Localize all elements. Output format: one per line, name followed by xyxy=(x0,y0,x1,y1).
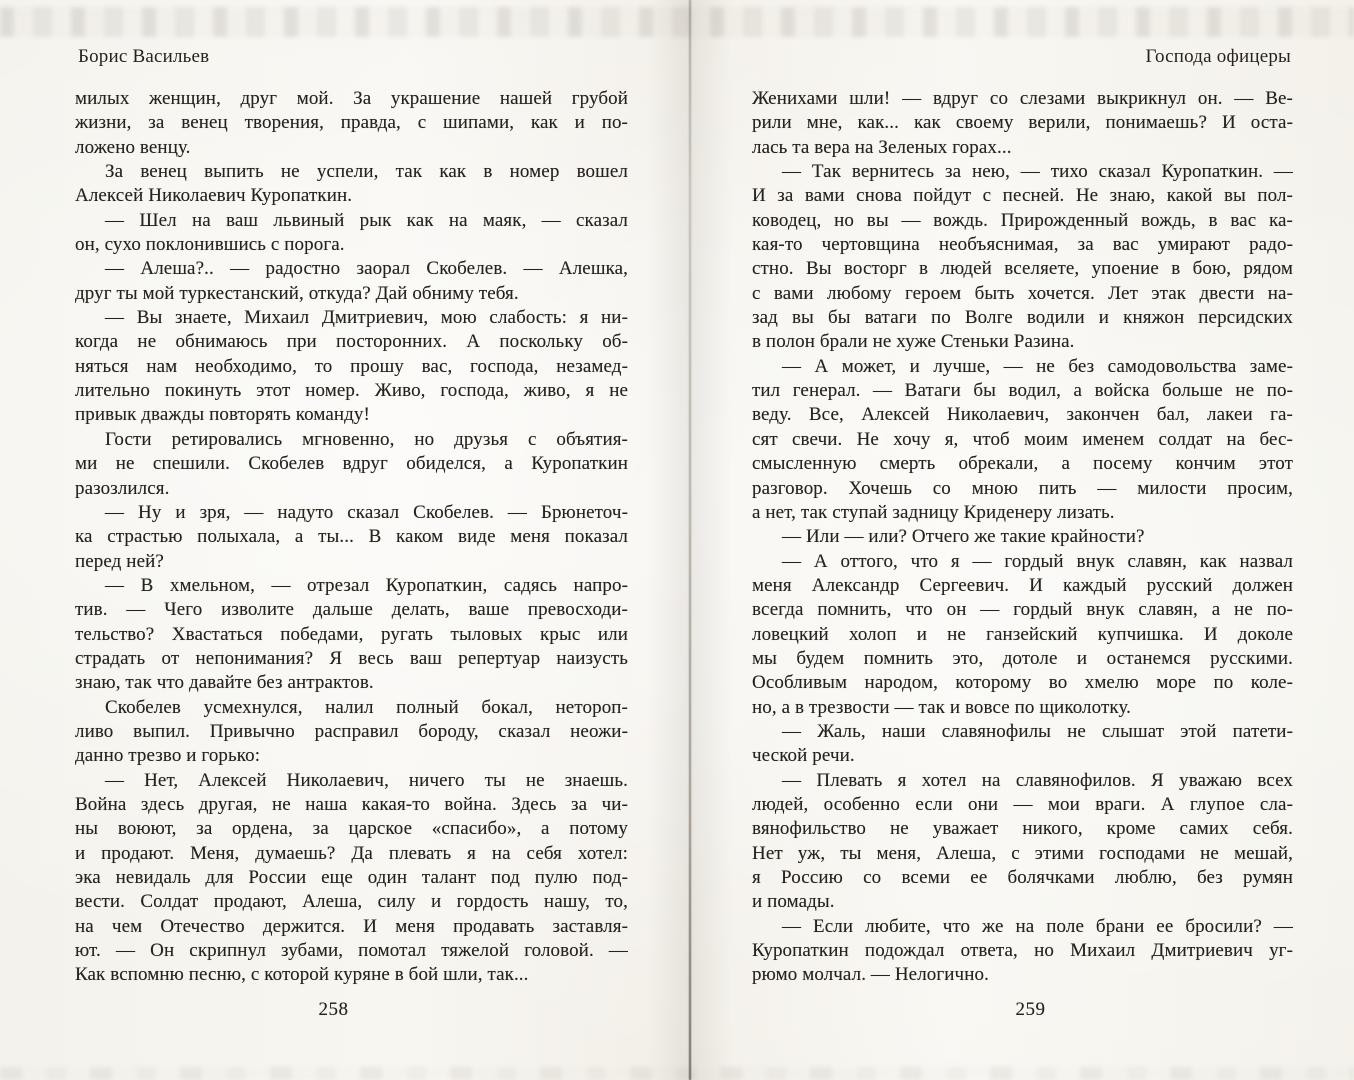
text-line: милых женщин, друг мой. За украшение нашей грубой xyxy=(75,88,628,109)
text-line: Гости ретировались мгновенно, но друзья с объятия- xyxy=(105,428,628,450)
text-line: Особливым народом, которому во хмелю море по коле- xyxy=(752,672,1293,694)
text-line: — Плевать я хотел на славянофилов. Я уважаю всех xyxy=(782,769,1293,791)
text-line: данно трезво и горько: xyxy=(75,745,261,767)
text-line: он, сухо поклонившись с порога. xyxy=(75,234,345,256)
text-line: ложено венцу. xyxy=(75,136,191,158)
text-line: Как вспомню песню, с которой куряне в бой шли, так... xyxy=(75,964,529,986)
text-line: — Нет, Алексей Николаевич, ничего ты не знаешь. xyxy=(105,769,628,791)
left-page xyxy=(75,0,628,1080)
text-line: Женихами шли! — вдруг со слезами выкрикнул он. — Ве- xyxy=(752,88,1293,109)
text-line: вести. Солдат продают, Алеша, силу и гордость нашу, то, xyxy=(75,891,628,913)
running-header-author: Борис Васильев xyxy=(78,46,210,67)
text-line: ливо выпил. Привычно расправил бороду, сказал неожи- xyxy=(75,720,628,742)
text-line: когда не обнимаюсь при посторонних. А поскольку об- xyxy=(75,331,628,353)
right-page-text-block xyxy=(752,87,1293,988)
text-line: тил генерал. — Ватаги бы водил, а войска больше не по- xyxy=(752,380,1293,402)
text-line: Война здесь другая, не наша какая-то война. Здесь за чи- xyxy=(75,793,628,815)
text-line: няться нам необходимо, то прошу вас, господа, незамед- xyxy=(75,355,628,377)
text-line: с вами любому героем быть хочется. Лет этак двести на- xyxy=(752,282,1293,304)
text-line: — А может, и лучше, — не без самодовольства заме- xyxy=(782,355,1293,377)
text-line: рили мне, как... как своему верили, понимаешь? И оста- xyxy=(752,112,1293,134)
text-line: ческой речи. xyxy=(752,745,855,767)
text-line: Скобелев усмехнулся, налил полный бокал, нетороп- xyxy=(105,696,628,718)
text-line: знаю, так что давайте без антрактов. xyxy=(75,672,374,694)
text-line: стно. Вы восторг в людей вселяете, упоение в бою, рядом xyxy=(752,258,1293,280)
text-line: — Жаль, наши славянофилы не слышат этой патети- xyxy=(782,720,1293,742)
text-line: ка страстью полыхала, а ты... В каком виде меня показал xyxy=(75,526,628,548)
text-line: ловецкий холоп и не ганзейский купчишка. И доколе xyxy=(752,623,1293,645)
text-line: всегда помнить, что он — гордый внук славян, а не по- xyxy=(752,599,1293,621)
text-line: лительно покинуть этот номер. Живо, господа, живо, я не xyxy=(75,380,628,402)
text-line: Куропаткин подождал ответа, но Михаил Дмитриевич уг- xyxy=(752,940,1293,962)
text-line: на чем Отечество держится. И меня продавать заставля- xyxy=(75,915,628,937)
text-line: кая-то чертовщина необъяснимая, за вас умирают радо- xyxy=(752,234,1293,256)
text-line: веду. Все, Алексей Николаевич, закончен бал, лакеи га- xyxy=(752,404,1293,426)
text-line: — А оттого, что я — гордый внук славян, как назвал xyxy=(782,550,1293,572)
text-line: — Вы знаете, Михаил Дмитриевич, мою слабость: я ни- xyxy=(105,307,628,329)
text-line: зад вы бы ватаги по Волге водили и княжон персидских xyxy=(752,307,1293,329)
text-line: разозлился. xyxy=(75,477,170,499)
text-line: тив. — Чего изволите дальше делать, ваше превосходи- xyxy=(75,599,628,621)
right-page xyxy=(752,0,1293,1080)
text-line: — Или — или? Отчего же такие крайности? xyxy=(782,526,1145,548)
text-line: привык дважды повторять команду! xyxy=(75,404,370,426)
text-line: и продают. Меня, думаешь? Да плевать я на себя хотел: xyxy=(75,842,628,864)
text-line: мы будем помнить это, дотоле и останемся русскими. xyxy=(752,647,1293,669)
text-line: жизни, за венец творения, правда, с шипами, как и по- xyxy=(75,112,628,134)
text-line: За венец выпить не успели, так как в номер вошел xyxy=(105,161,628,183)
text-line: вянофильство не уважает никого, кроме самих себя. xyxy=(752,818,1293,840)
text-line: смысленную смерть обрекали, а посему кончим этот xyxy=(752,453,1293,475)
text-line: и помады. xyxy=(752,891,835,913)
text-line: я Россию со всеми ее болячками люблю, без румян xyxy=(752,867,1293,888)
text-line: страдать от непонимания? Я весь ваш репертуар наизусть xyxy=(75,647,628,669)
text-line: людей, особенно если они — мои враги. А глупое сла- xyxy=(752,793,1293,815)
text-line: друг ты мой туркестанский, откуда? Дай обниму тебя. xyxy=(75,282,519,304)
text-line: но, а в трезвости — так и вовсе по щиколотку. xyxy=(752,696,1131,718)
text-line: И за вами снова пойдут с песней. Не знаю, какой вы пол- xyxy=(752,185,1293,207)
text-line: — Ну и зря, — надуто сказал Скобелев. — Брюнеточ- xyxy=(105,501,628,523)
text-line: перед ней? xyxy=(75,550,164,572)
text-line: ют. — Он скрипнул зубами, помотал тяжелой головой. — xyxy=(75,940,628,962)
page-gutter-line xyxy=(689,0,691,1080)
text-line: эка невидаль для России еще один талант под пулю под- xyxy=(75,867,628,888)
text-line: — Так вернитесь за нею, — тихо сказал Куропаткин. — xyxy=(782,161,1293,183)
text-line: в полон брали не хуже Стеньки Разина. xyxy=(752,331,1075,353)
text-line: а нет, так ступай задницу Криденеру лизать. xyxy=(752,501,1115,523)
text-line: — В хмельном, — отрезал Куропаткин, садясь напро- xyxy=(105,574,628,596)
text-line: ми не спешили. Скобелев вдруг обиделся, а Куропаткин xyxy=(75,453,628,475)
text-line: — Алеша?.. — радостно заорал Скобелев. — Алешка, xyxy=(105,258,628,280)
running-header-title: Господа офицеры xyxy=(1145,46,1291,67)
text-line: тельство? Хвастаться победами, ругать тыловых крыс или xyxy=(75,623,628,645)
text-line: меня Александр Сергеевич. И каждый русский должен xyxy=(752,574,1293,596)
text-line: — Шел на ваш львиный рык как на маяк, — сказал xyxy=(105,209,628,231)
page-number-right: 259 xyxy=(1015,999,1046,1020)
text-line: ны воюют, за ордена, за царское «спасибо», а потому xyxy=(75,818,628,840)
text-line: ководец, но вы — вождь. Прирожденный вождь, в вас ка- xyxy=(752,209,1293,231)
text-line: Нет уж, ты меня, Алеша, с этими господами не мешай, xyxy=(752,842,1293,864)
text-line: сят свечи. Не хочу я, чтоб моим именем солдат на бес- xyxy=(752,428,1293,450)
page-gutter-shade xyxy=(648,0,732,1080)
text-line: разговор. Хочешь со мною пить — милости просим, xyxy=(752,477,1293,499)
text-line: лась та вера на Зеленых горах... xyxy=(752,136,1012,158)
text-line: Алексей Николаевич Куропаткин. xyxy=(75,185,353,207)
text-line: рюмо молчал. — Нелогично. xyxy=(752,964,989,986)
left-page-text-block xyxy=(75,87,628,988)
page-number-left: 258 xyxy=(318,999,349,1020)
text-line: — Если любите, что же на поле брани ее бросили? — xyxy=(782,915,1293,937)
